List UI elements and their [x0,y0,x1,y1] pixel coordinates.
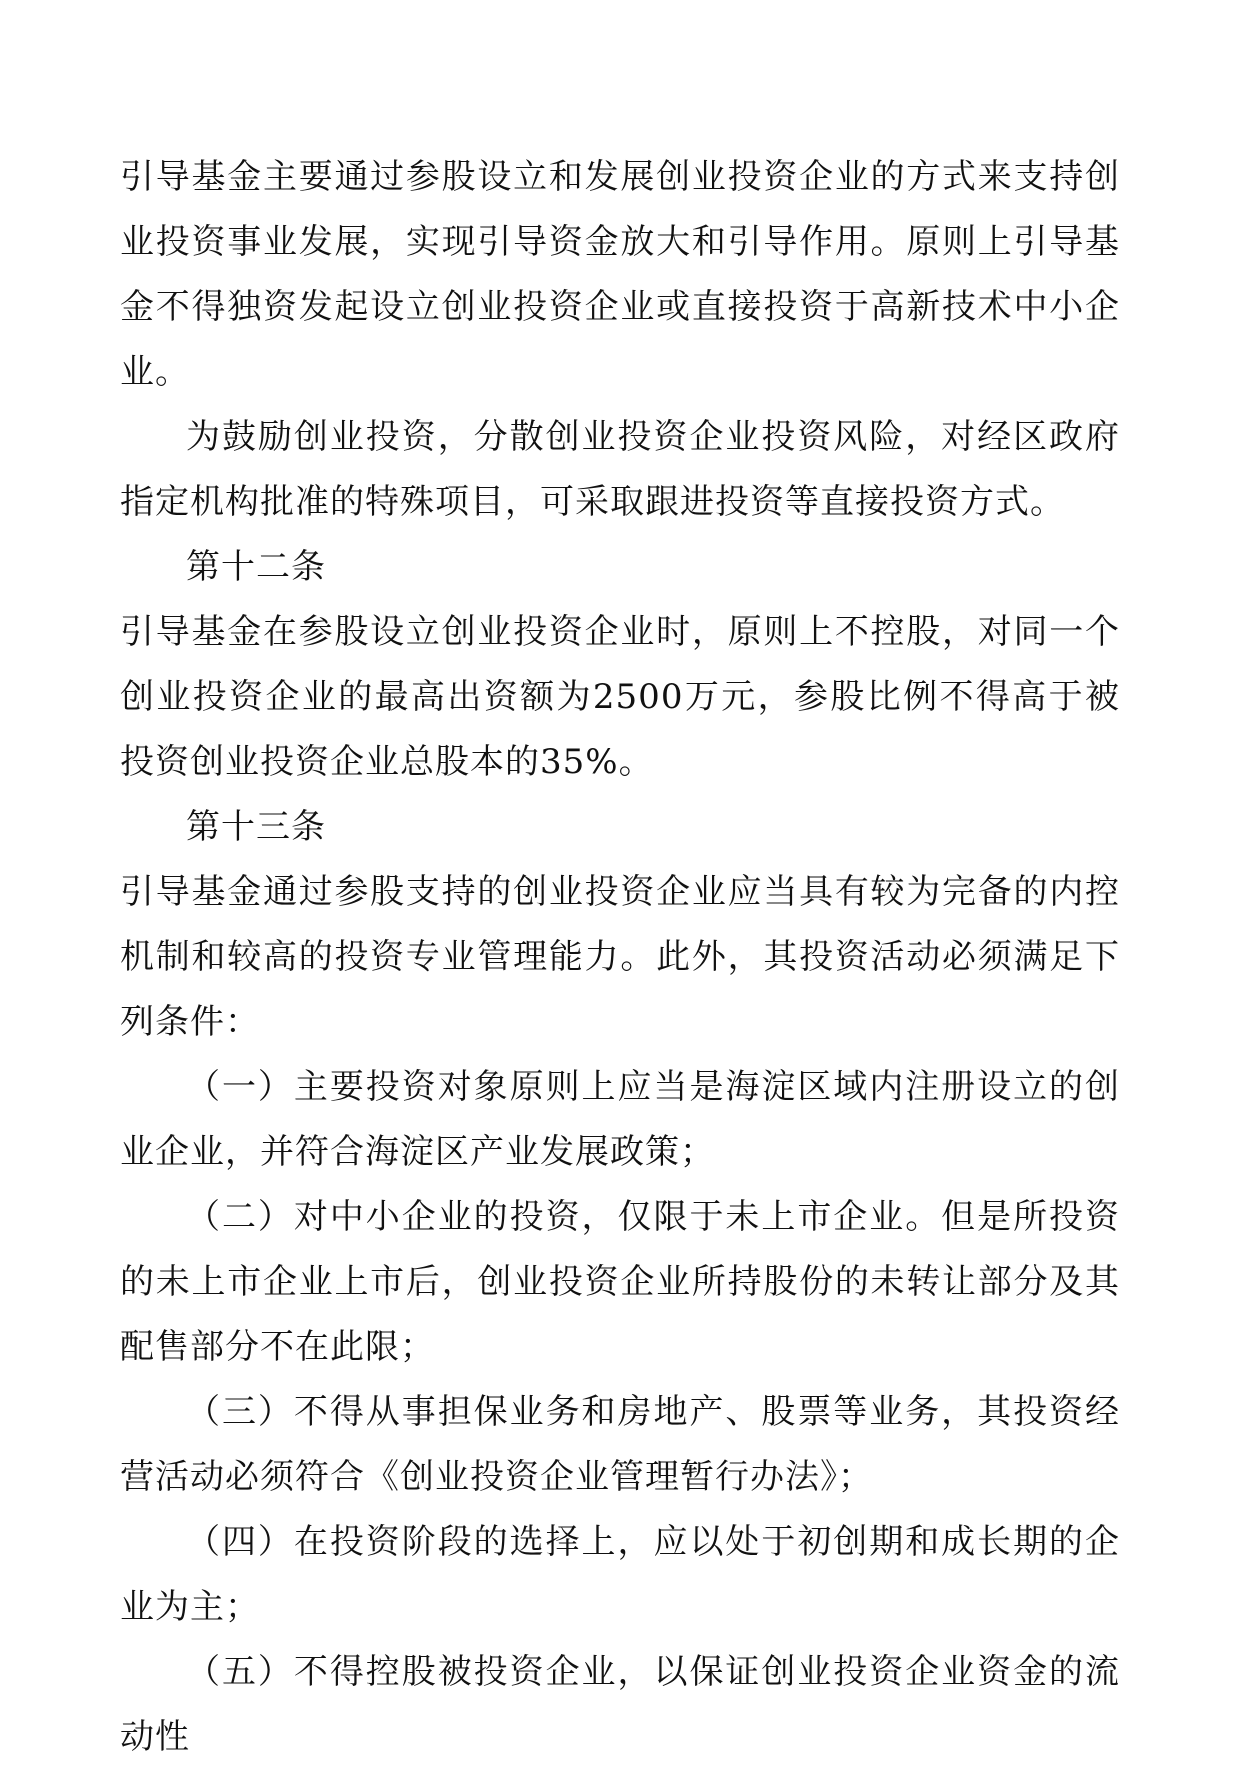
condition-item-3: （三）不得从事担保业务和房地产、股票等业务，其投资经营活动必须符合《创业投资企业管理暂行办法》； [120,1392,1120,1497]
document-body [120,145,1120,1770]
paragraph-follow-up-investment: 为鼓励创业投资，分散创业投资企业投资风险，对经区政府指定机构批准的特殊项目，可采取跟进投资等直接投资方式。 [120,417,1120,522]
paragraph-fund-investment-method: 引导基金主要通过参股设立和发展创业投资企业的方式来支持创业投资事业发展，实现引导资金放大和引导作用。原则上引导基金不得独资发起设立创业投资企业或直接投资于高新技术中小企业。 [120,157,1120,392]
condition-item-2: （二）对中小企业的投资，仅限于未上市企业。但是所投资的未上市企业上市后，创业投资企业所持股份的未转让部分及其配售部分不在此限； [120,1197,1120,1367]
paragraph-article-13: 引导基金通过参股支持的创业投资企业应当具有较为完备的内控机制和较高的投资专业管理能力。此外，其投资活动必须满足下列条件： [120,872,1120,1042]
condition-item-5: （五）不得控股被投资企业，以保证创业投资企业资金的流动性 [120,1652,1120,1757]
paragraph-article-12: 引导基金在参股设立创业投资企业时，原则上不控股，对同一个创业投资企业的最高出资额为2500万元，参股比例不得高于被投资创业投资企业总股本的35%。 [120,612,1120,782]
condition-item-1: （一）主要投资对象原则上应当是海淀区域内注册设立的创业企业，并符合海淀区产业发展政策； [120,1067,1120,1172]
article-heading-13: 第十三条 [186,807,326,847]
article-heading-12: 第十二条 [186,547,326,587]
condition-item-4: （四）在投资阶段的选择上，应以处于初创期和成长期的企业为主； [120,1522,1120,1627]
